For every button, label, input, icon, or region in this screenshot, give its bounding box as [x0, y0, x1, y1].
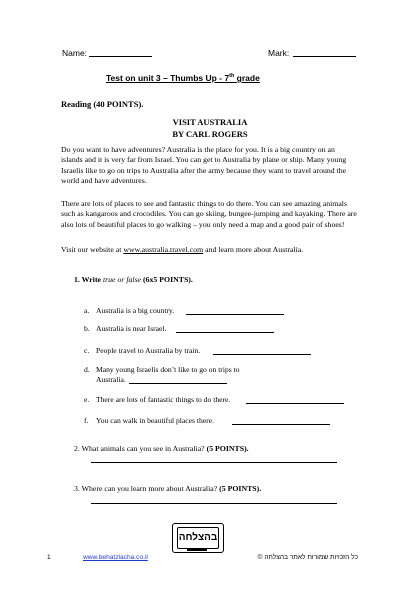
item-b-letter: b.	[84, 324, 90, 333]
item-d-letter: d.	[84, 365, 90, 374]
item-b-answer-line[interactable]	[176, 332, 274, 333]
footer-copyright: כל הזכויות שמורות לאתר בהצלחה ©	[257, 554, 358, 561]
article-paragraph-2: There are lots of places to see and fantastic things to do there. You can see amazing animals such as kangaroos and crocodiles. You can go skiing, bungee-jumping and kayaking. There are also lots of beautiful places to go walking – you only need a map and a good pair of shoes!	[61, 199, 357, 229]
item-e-text: There are lots of fantastic things to do there.	[96, 395, 231, 404]
item-e-answer-line[interactable]	[246, 403, 344, 404]
mark-field-line[interactable]	[293, 56, 356, 57]
test-title: Test on unit 3 – Thumbs Up - 7th grade	[106, 73, 260, 83]
item-d-text-line-2: Australia.	[96, 375, 126, 384]
footer-site-link[interactable]: www.behatzlacha.co.il	[83, 554, 148, 561]
behatzlacha-logo	[172, 523, 224, 553]
item-a-answer-line[interactable]	[186, 314, 284, 315]
item-f-letter: f.	[84, 416, 89, 425]
australia-website-link[interactable]: www.australia.travel.com	[123, 245, 204, 254]
item-a-text: Australia is a big country.	[96, 306, 175, 315]
article-visit-line: Visit our website at www.australia.travel.com and learn more about Australia.	[61, 245, 304, 254]
name-label: Name:	[62, 48, 88, 58]
item-a-letter: a.	[84, 306, 90, 315]
name-field-line[interactable]	[89, 56, 152, 57]
item-f-answer-line[interactable]	[232, 424, 330, 425]
question-2-answer-line[interactable]	[91, 462, 337, 463]
item-c-answer-line[interactable]	[213, 354, 311, 355]
item-e-letter: e.	[84, 395, 90, 404]
logo-text: בהצלחה	[177, 527, 219, 549]
question-2: 2. What animals can you see in Australia? (5 POINTS).	[74, 444, 249, 453]
article-title: VISIT AUSTRALIA	[172, 117, 248, 127]
reading-heading: Reading (40 POINTS).	[61, 99, 144, 109]
item-d-answer-line[interactable]	[129, 383, 227, 384]
item-c-letter: c.	[84, 346, 90, 355]
article-author: BY CARL ROGERS	[172, 129, 248, 139]
article-paragraph-1: Do you want to have adventures? Australia is the place for you. It is a big country on an islands and it is very far from Israel. You can get to Australia by plane or ship. Many young Israelis like to go on trips to Australia after the army because they want to travel around the world and have adventures.	[61, 145, 347, 186]
item-f-text: You can walk in beautiful places there.	[96, 416, 214, 425]
question-3-answer-line[interactable]	[91, 503, 337, 504]
mark-label: Mark:	[268, 48, 290, 58]
item-d-text-line-1: Many young Israelis don’t like to go on trips to	[96, 365, 240, 374]
item-c-text: People travel to Australia by train.	[96, 346, 201, 355]
page-number: 1	[47, 554, 51, 561]
item-b-text: Australia is near Israel.	[96, 324, 167, 333]
question-3: 3. Where can you learn more about Australia? (5 POINTS).	[74, 484, 262, 493]
question-1-heading: 1. Write true or false (6x5 POINTS).	[74, 275, 193, 284]
